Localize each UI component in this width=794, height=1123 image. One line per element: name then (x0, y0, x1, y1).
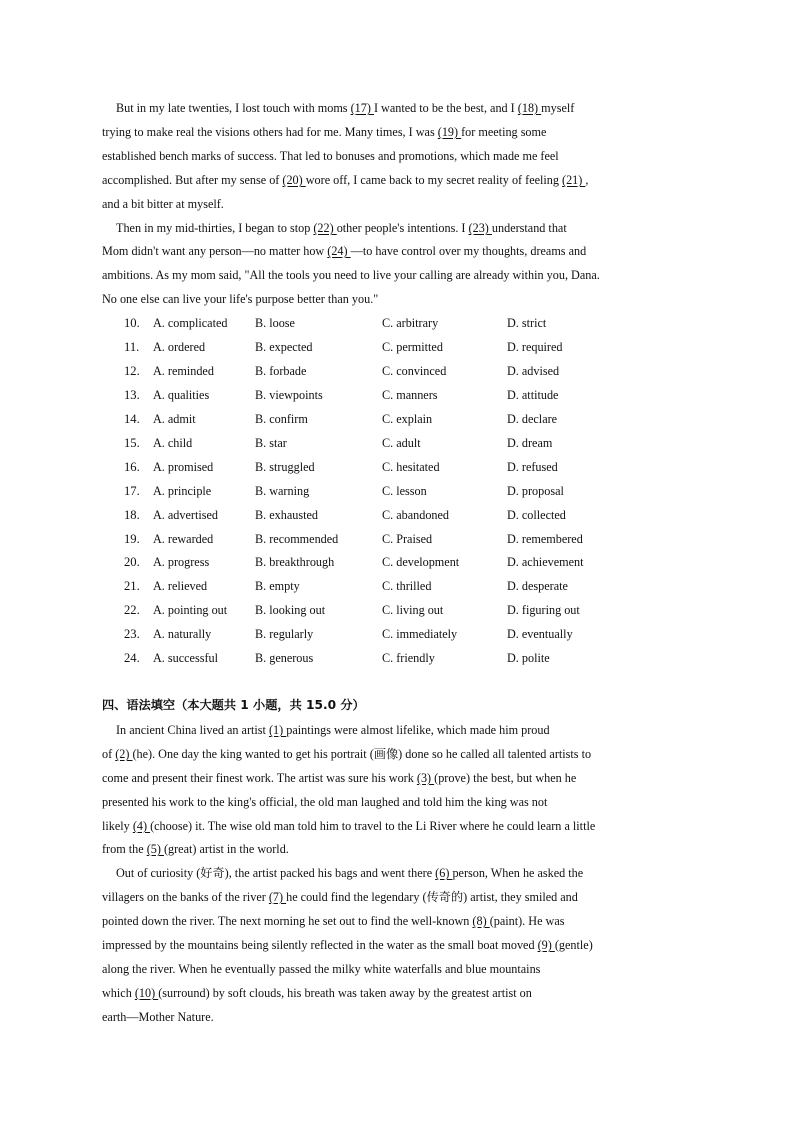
option-a: A. successful (153, 651, 218, 665)
passage-line: villagers on the banks of the river (7) he could find the legendary (传奇的) artist, they smiled and (102, 890, 578, 904)
option-d: D. remembered (507, 532, 583, 546)
answer-blank: (18) (517, 101, 542, 115)
passage-line: But in my late twenties, I lost touch with moms (17) I wanted to be the best, and I (18) myself (116, 101, 575, 115)
answer-blank: (6) (435, 866, 453, 880)
passage-line: accomplished. But after my sense of (20) wore off, I came back to my secret reality of feeling (21) , (102, 173, 589, 187)
option-b: B. generous (255, 651, 314, 665)
option-b: B. recommended (255, 532, 339, 546)
passage-line: established bench marks of success. That led to bonuses and promotions, which made me feel (102, 149, 559, 163)
answer-blank: (2) (115, 747, 133, 761)
option-b: B. struggled (255, 460, 315, 474)
option-c: C. explain (382, 412, 433, 426)
option-c: C. hesitated (382, 460, 440, 474)
answer-blank: (7) (268, 890, 287, 904)
passage-line: earth—Mother Nature. (102, 1010, 214, 1024)
option-a: A. complicated (153, 316, 228, 330)
option-c: C. living out (382, 603, 444, 617)
passage-line: along the river. When he eventually passed the milky white waterfalls and blue mountains (102, 962, 541, 976)
answer-blank: (4) (132, 819, 151, 833)
passage-line: pointed down the river. The next morning he set out to find the well-known (8) (paint). He was (102, 914, 565, 928)
option-b: B. exhausted (255, 508, 318, 522)
option-d: D. collected (507, 508, 566, 522)
answer-blank: (20) (282, 173, 306, 187)
passage-line: Out of curiosity (好奇), the artist packed his bags and went there (6) person, When he asked the (116, 866, 584, 880)
answer-blank: (24) (327, 244, 351, 258)
option-b: B. confirm (255, 412, 308, 426)
option-d: D. eventually (507, 627, 573, 641)
passage-line: Then in my mid-thirties, I began to stop (22) other people's intentions. I (23) understand that (116, 221, 567, 235)
option-b: B. loose (255, 316, 295, 330)
option-c: C. adult (382, 436, 421, 450)
option-a: A. relieved (153, 579, 208, 593)
option-a: A. principle (153, 484, 212, 498)
option-a: A. child (153, 436, 193, 450)
option-c: C. Praised (382, 532, 433, 546)
passage-line: and a bit bitter at myself. (102, 197, 224, 211)
passage-line: Mom didn't want any person—no matter how (24) —to have control over my thoughts, dreams and (102, 244, 587, 258)
option-a: A. naturally (153, 627, 212, 641)
option-d: D. figuring out (507, 603, 580, 617)
answer-blank: (21) (562, 173, 586, 187)
option-d: D. achievement (507, 555, 584, 569)
option-c: C. lesson (382, 484, 427, 498)
exam-page: But in my late twenties, I lost touch with moms (17) I wanted to be the best, and I (18) myself trying to make real the visions others had for me. Many times, I was (19) for meeting some established bench marks of success. That led to bonuses and promotions, which made me feel accomplished. But after my sense of (20) wore off, I came back to my secret reality of feeling (21) , and a bit bitter at myself. Then in my mid-thirties, I began to stop (22) other people's intentions. I (23) understand that Mom didn't want any person—no matter how (24) —to have control over my thoughts, dreams and ambitions. As my mom said, "All the tools you need to live your calling are already within you, Dana. No one else can live your life's purpose better than you." 10. A. complicated B. loose C. arbitrary D. strict 11. A. ordered B. expected C. permitted D. required 12. A. reminded B. forbade C. convinced D. advised 13. A. qualities B. viewpoints C. manners D. attitude 14. A. admit B. confirm C. explain D. declare 15. A. child B. star C. adult D. dream 16. A. promised B. struggled C. hesitated D. refused 17. A. principle B. warning C. lesson D. proposal 18. A. advertised B. exhausted C. abandoned D. collected 19. A. rewarded B. recommended C. Praised D. remembered 20. A. progress B. breakthrough C. development D. achievement 21. A. relieved B. empty C. thrilled D. desperate 22. A. pointing out B. looking out C. living out D. figuring out 23. A. naturally B. regularly C. immediately D. eventually 24. A. successful B. generous C. friendly D. polite 四、语法填空（本大题共 1 小题，共 15.0 分） In ancient China lived an artist (1) paintings were almost lifelike, which made him proud of (2) (he). One day the king wanted to get his portrait (画像) done so he called all talented artists to come and present their finest work. The artist was sure his work (3) (prove) the best, but when he presented his work to the king's official, the old man laughed and told him the king was not likely (4) (choose) it. The wise old man told him to travel to the Li River where he could learn a little from the (5) (great) artist in the world. Out of curiosity (好奇), the artist packed his bags and went there (6) person, When he asked the villagers on the banks of the river (7) he could find the legendary (传奇的) artist, they smiled and pointed down the river. The next morning he set out to find the well-known (8) (paint). He was impressed by the mountains being silently reflected in the water as the small boat moved (9) (gentle) along the river. When he eventually passed the milky white waterfalls and blue mountains which (10) (surround) by soft clouds, his breath was taken away by the greatest artist on earth—Mother Nature. (0, 0, 794, 1123)
option-a: A. reminded (153, 364, 214, 378)
option-a: A. promised (153, 460, 214, 474)
passage-line: impressed by the mountains being silently reflected in the water as the small boat moved (9) (gentle) (102, 938, 593, 952)
option-b: B. looking out (255, 603, 326, 617)
option-b: B. expected (255, 340, 313, 354)
option-b: B. empty (255, 579, 300, 593)
option-c: C. convinced (382, 364, 447, 378)
option-d: D. advised (507, 364, 560, 378)
option-c: C. arbitrary (382, 316, 439, 330)
passage-line: likely (4) (choose) it. The wise old man told him to travel to the Li River where he could learn a little (102, 819, 596, 833)
option-a: A. progress (153, 555, 210, 569)
option-b: B. breakthrough (255, 555, 335, 569)
option-b: B. viewpoints (255, 388, 323, 402)
option-c: C. permitted (382, 340, 443, 354)
passage-line: trying to make real the visions others had for me. Many times, I was (19) for meeting some (102, 125, 547, 139)
option-c: C. abandoned (382, 508, 450, 522)
option-c: C. thrilled (382, 579, 432, 593)
option-d: D. declare (507, 412, 558, 426)
option-a: A. rewarded (153, 532, 214, 546)
answer-blank: (23) (468, 221, 492, 235)
answer-blank: (3) (416, 771, 435, 785)
passage-line: from the (5) (great) artist in the world. (102, 842, 289, 856)
passage-line: No one else can live your life's purpose better than you." (102, 292, 379, 306)
option-a: A. ordered (153, 340, 206, 354)
section-title: 四、语法填空（本大题共 1 小题，共 15.0 分） (102, 698, 365, 712)
option-a: A. admit (153, 412, 196, 426)
option-a: A. pointing out (153, 603, 228, 617)
option-c: C. immediately (382, 627, 458, 641)
option-b: B. star (255, 436, 287, 450)
option-c: C. development (382, 555, 460, 569)
passage-line: come and present their finest work. The artist was sure his work (3) (prove) the best, but when he (102, 771, 577, 785)
passage-line: of (2) (he). One day the king wanted to get his portrait (画像) done so he called all talented artists to (102, 747, 592, 761)
answer-blank: (8) (472, 914, 490, 928)
option-c: C. manners (382, 388, 438, 402)
passage-line: which (10) (surround) by soft clouds, his breath was taken away by the greatest artist on (102, 986, 532, 1000)
option-b: B. forbade (255, 364, 307, 378)
option-d: D. proposal (507, 484, 564, 498)
option-c: C. friendly (382, 651, 435, 665)
option-d: D. required (507, 340, 563, 354)
option-b: B. regularly (255, 627, 314, 641)
option-d: D. polite (507, 651, 550, 665)
answer-blank: (9) (537, 938, 555, 952)
option-b: B. warning (255, 484, 310, 498)
option-d: D. attitude (507, 388, 559, 402)
passage-line: In ancient China lived an artist (1) paintings were almost lifelike, which made him proud (116, 723, 550, 737)
passage-line: ambitions. As my mom said, "All the tools you need to live your calling are already within you, Dana. (102, 268, 600, 282)
answer-blank: (22) (313, 221, 337, 235)
option-d: D. strict (507, 316, 547, 330)
option-a: A. qualities (153, 388, 210, 402)
option-a: A. advertised (153, 508, 218, 522)
answer-blank: (5) (146, 842, 164, 856)
passage-line: presented his work to the king's official, the old man laughed and told him the king was not (102, 795, 548, 809)
option-d: D. dream (507, 436, 553, 450)
answer-blank: (17) (350, 101, 374, 115)
option-d: D. desperate (507, 579, 568, 593)
answer-blank: (19) (437, 125, 462, 139)
answer-blank: (1) (268, 723, 287, 737)
answer-blank: (10) (134, 986, 159, 1000)
option-d: D. refused (507, 460, 558, 474)
